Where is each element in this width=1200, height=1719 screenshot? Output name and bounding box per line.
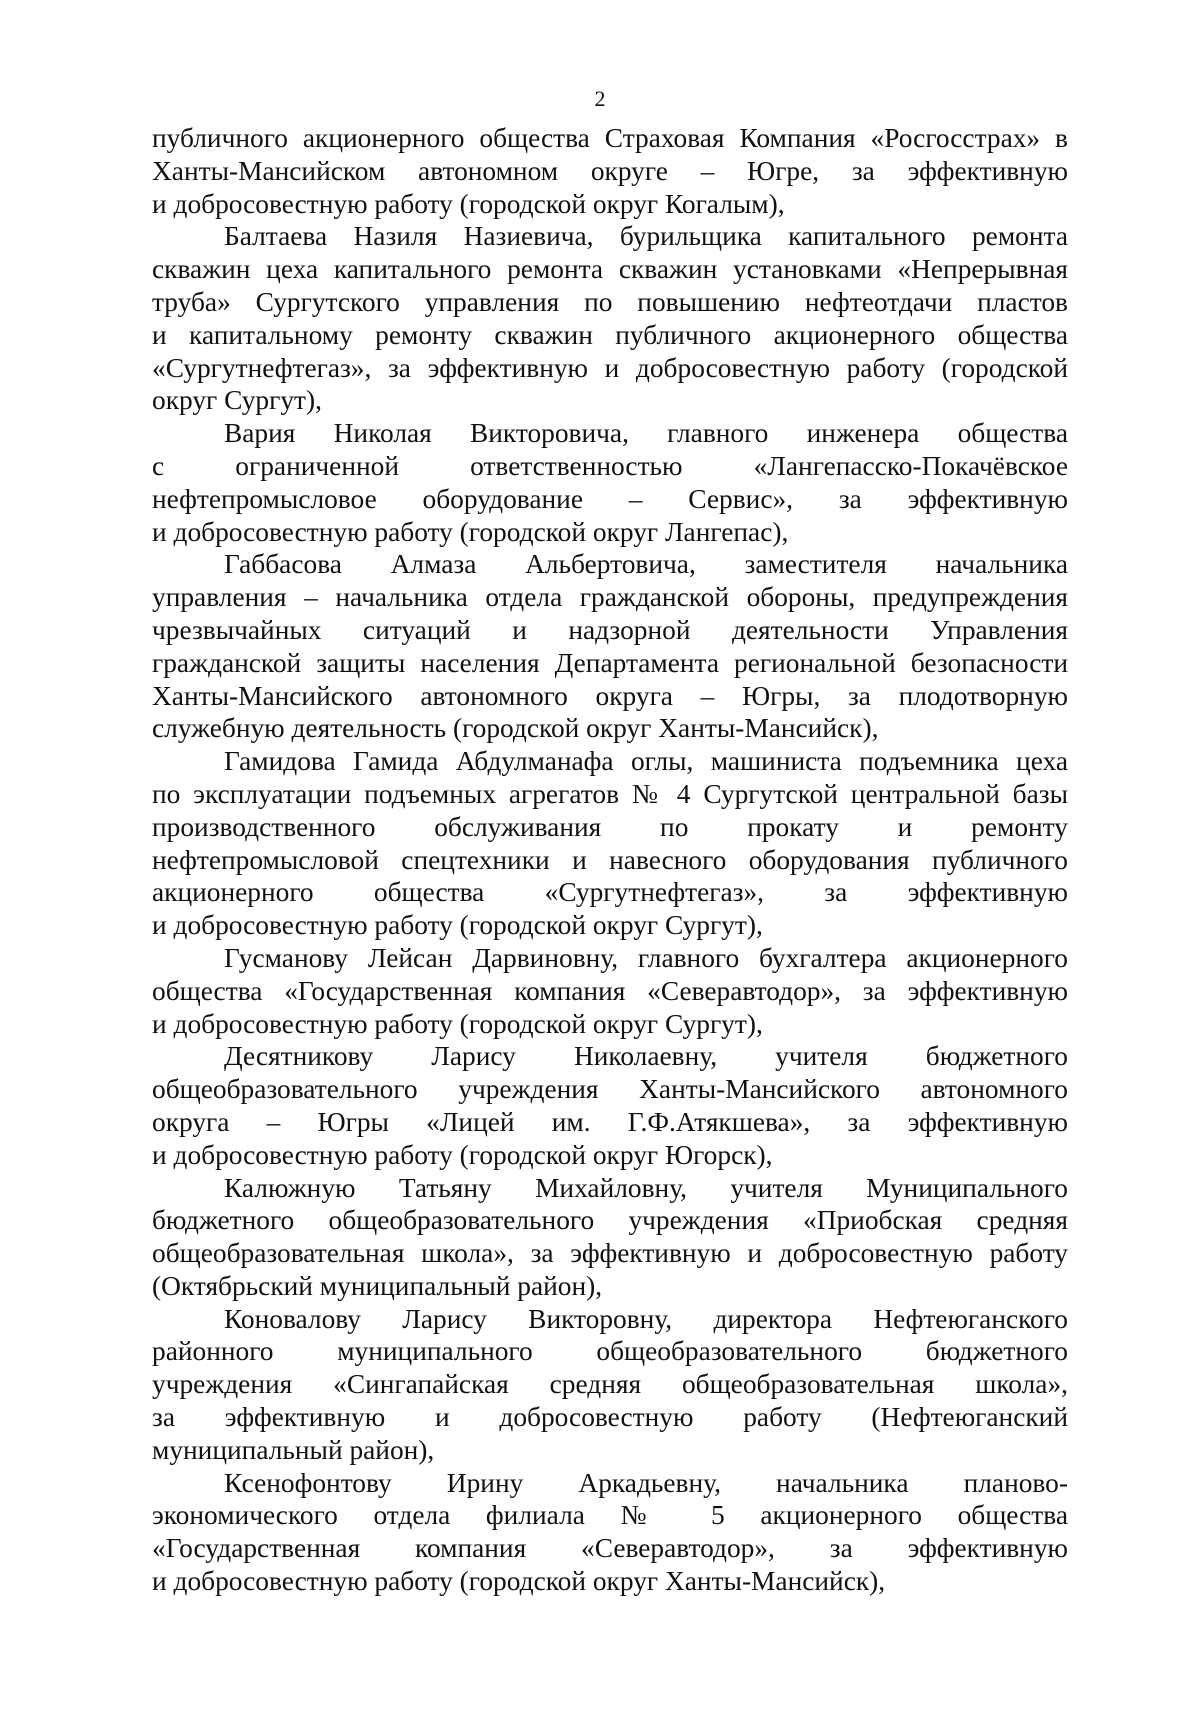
text-line: и добросовестную работу (городской округ Сургут),: [152, 1008, 763, 1039]
text-line: по эксплуатации подъемных агрегатов № 4 Сургутской центральной базы: [152, 778, 1068, 809]
text-line: учреждения «Сингапайская средняя общеобразовательная школа»,: [152, 1369, 1068, 1400]
text-line: Гусманову Лейсан Дарвиновну, главного бухгалтера акционерного: [224, 942, 1068, 973]
document-body: [152, 122, 1068, 1598]
text-line: труба» Сургутского управления по повышению нефтеотдачи пластов: [152, 286, 1068, 317]
text-line: и добросовестную работу (городской округ Лангепас),: [152, 516, 789, 547]
text-line: общеобразовательного учреждения Ханты-Мансийского автономного: [152, 1074, 1068, 1105]
text-line: нефтепромысловое оборудование – Сервис», за эффективную: [152, 483, 1068, 514]
text-line: управления – начальника отдела гражданской обороны, предупреждения: [152, 582, 1068, 613]
text-line: Балтаева Назиля Назиевича, бурильщика капитального ремонта: [224, 221, 1068, 252]
text-line: муниципальный район),: [152, 1434, 435, 1465]
text-line: Габбасова Алмаза Альбертовича, заместителя начальника: [224, 549, 1068, 580]
text-line: округа – Югры «Лицей им. Г.Ф.Атякшева», за эффективную: [152, 1106, 1068, 1137]
page-number: 2: [594, 86, 606, 111]
text-line: Десятникову Ларису Николаевну, учителя бюджетного: [224, 1041, 1068, 1072]
text-line: общеобразовательная школа», за эффективную и добросовестную работу: [152, 1238, 1068, 1269]
text-line: районного муниципального общеобразовательного бюджетного: [152, 1336, 1068, 1367]
text-line: округ Сургут),: [152, 385, 322, 416]
text-line: и добросовестную работу (городской округ Югорск),: [152, 1139, 773, 1170]
text-line: общества «Государственная компания «Северавтодор», за эффективную: [152, 975, 1068, 1006]
text-line: (Октябрьский муниципальный район),: [152, 1270, 603, 1301]
text-line: и добросовестную работу (городской округ Когалым),: [152, 188, 785, 219]
text-line: Ксенофонтову Ирину Аркадьевну, начальника планово-: [224, 1467, 1068, 1498]
text-line: гражданской защиты населения Департамента региональной безопасности: [152, 647, 1068, 678]
text-line: публичного акционерного общества Страховая Компания «Росгосстрах» в: [152, 123, 1068, 153]
text-line: и добросовестную работу (городской округ Сургут),: [152, 910, 763, 941]
text-line: скважин цеха капитального ремонта скважин установками «Непрерывная: [152, 254, 1068, 285]
text-line: бюджетного общеобразовательного учреждения «Приобская средняя: [152, 1205, 1068, 1236]
text-line: Вария Николая Викторовича, главного инженера общества: [224, 418, 1068, 449]
text-line: Гамидова Гамида Абдулманафа оглы, машиниста подъемника цеха: [224, 746, 1068, 777]
text-line: Коновалову Ларису Викторовну, директора Нефтеюганского: [224, 1303, 1068, 1334]
text-line: служебную деятельность (городской округ Ханты-Мансийск),: [152, 713, 879, 744]
text-line: Калюжную Татьяну Михайловну, учителя Муниципального: [224, 1172, 1068, 1203]
text-line: «Государственная компания «Северавтодор», за эффективную: [152, 1533, 1068, 1564]
text-line: нефтепромысловой спецтехники и навесного оборудования публичного: [152, 844, 1068, 875]
text-line: и капитальному ремонту скважин публичного акционерного общества: [152, 319, 1068, 350]
text-line: с ограниченной ответственностью «Лангепасско-Покачёвское: [152, 450, 1068, 481]
text-line: за эффективную и добросовестную работу (Нефтеюганский: [152, 1402, 1068, 1433]
text-line: и добросовестную работу (городской округ Ханты-Мансийск),: [152, 1566, 886, 1597]
text-line: акционерного общества «Сургутнефтегаз», за эффективную: [152, 877, 1068, 908]
text-line: чрезвычайных ситуаций и надзорной деятельности Управления: [152, 614, 1068, 645]
text-line: Ханты-Мансийском автономном округе – Югре, за эффективную: [152, 155, 1068, 186]
text-line: «Сургутнефтегаз», за эффективную и добросовестную работу (городской: [152, 352, 1068, 383]
text-line: экономического отдела филиала № 5 акционерного общества: [152, 1500, 1068, 1531]
text-line: производственного обслуживания по прокату и ремонту: [152, 811, 1068, 842]
text-line: Ханты-Мансийского автономного округа – Югры, за плодотворную: [152, 680, 1068, 711]
